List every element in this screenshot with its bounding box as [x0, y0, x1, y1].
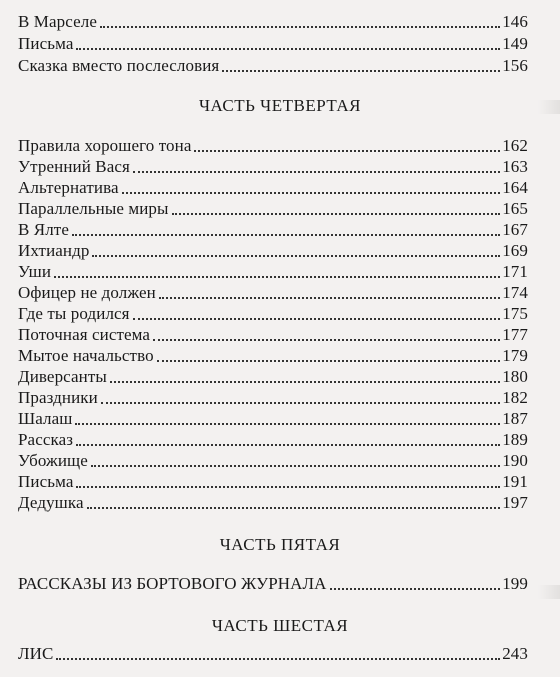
toc-entry-page: 190: [502, 451, 528, 470]
dot-leader: [110, 381, 500, 383]
toc-entry-title: В Марселе: [18, 12, 97, 31]
toc-entry-title: Параллельные миры: [18, 199, 169, 218]
toc-entry: [18, 472, 528, 492]
section-heading-part6: ЧАСТЬ ШЕСТАЯ: [211, 616, 349, 635]
toc-entry: [18, 367, 528, 387]
toc-entry-title: Правила хорошего тона: [18, 136, 192, 155]
toc-entry-page: 163: [502, 157, 528, 176]
toc-entry-page: 165: [502, 199, 528, 218]
dot-leader: [54, 276, 500, 278]
dot-leader: [194, 150, 500, 152]
dot-leader: [101, 402, 500, 404]
section-heading-part4: ЧАСТЬ ЧЕТВЕРТАЯ: [198, 96, 362, 115]
toc-entry: [18, 409, 528, 429]
toc-entry-page: 187: [502, 409, 528, 428]
toc-entry: [18, 56, 528, 76]
toc-entry: [18, 346, 528, 366]
toc-entry-title: Письма: [18, 34, 74, 53]
toc-entry-page: 156: [502, 56, 528, 75]
dot-leader: [153, 339, 500, 341]
toc-entry: [18, 388, 528, 408]
toc-entry: [18, 157, 528, 177]
toc-entry-page: 171: [502, 262, 528, 281]
dot-leader: [222, 70, 500, 72]
toc-entry-page: 146: [502, 12, 528, 31]
toc-entry-title: Где ты родился: [18, 304, 130, 323]
toc-entry-title: Утренний Вася: [18, 157, 130, 176]
toc-entry-title: Поточная система: [18, 325, 151, 344]
dot-leader: [157, 360, 501, 362]
toc-entry-title: Диверсанты: [18, 367, 107, 386]
dot-leader: [330, 588, 501, 590]
dot-leader: [172, 213, 501, 215]
toc-entry-page: 243: [502, 644, 528, 663]
page-edge-shadow: [538, 585, 560, 599]
toc-entry-page: 164: [502, 178, 528, 197]
toc-entry-page: 197: [502, 493, 528, 512]
toc-entry-page: 149: [502, 34, 528, 53]
dot-leader: [100, 26, 500, 28]
section-heading-part5: ЧАСТЬ ПЯТАЯ: [219, 535, 341, 554]
toc-entry-title: Мытое начальство: [18, 346, 154, 365]
page-edge-shadow: [538, 100, 560, 114]
toc-entry-page: 174: [502, 283, 528, 302]
toc-entry-title: Праздники: [18, 388, 98, 407]
toc-entry: [18, 451, 528, 471]
toc-entry: [18, 199, 528, 219]
toc-entry-page: 179: [502, 346, 528, 365]
toc-entry-title: Рассказ: [18, 430, 74, 449]
toc-entry: [18, 325, 528, 345]
toc-entry-title: Ихтиандр: [18, 241, 90, 260]
toc-entry-page: 182: [502, 388, 528, 407]
toc-entry-title: Альтернатива: [18, 178, 119, 197]
toc-entry-title: Уши: [18, 262, 52, 281]
toc-entry-title: Шалаш: [18, 409, 73, 428]
dot-leader: [72, 234, 500, 236]
dot-leader: [133, 318, 501, 320]
toc-entry: [18, 220, 528, 240]
toc-entry-title: ЛИС: [18, 644, 54, 663]
dot-leader: [76, 48, 500, 50]
toc-entry: [18, 493, 528, 513]
toc-entry: [18, 262, 528, 282]
toc-entry-title: Офицер не должен: [18, 283, 156, 302]
toc-entry: [18, 304, 528, 324]
dot-leader: [122, 192, 501, 194]
toc-entry: [18, 644, 528, 664]
toc-entry: [18, 241, 528, 261]
toc-entry: [18, 34, 528, 54]
toc-entry-title: Убожище: [18, 451, 88, 470]
toc-entry-title: В Ялте: [18, 220, 69, 239]
dot-leader: [133, 171, 500, 173]
dot-leader: [75, 423, 500, 425]
toc-entry-title: РАССКАЗЫ ИЗ БОРТОВОГО ЖУРНАЛА: [18, 574, 327, 593]
toc-entry: [18, 136, 528, 156]
dot-leader: [76, 486, 500, 488]
dot-leader: [76, 444, 500, 446]
toc-entry-page: 191: [502, 472, 528, 491]
dot-leader: [56, 658, 500, 660]
toc-entry: [18, 574, 528, 594]
toc-entry-title: Дедушка: [18, 493, 84, 512]
dot-leader: [91, 465, 500, 467]
dot-leader: [87, 507, 501, 509]
toc-entry-title: Письма: [18, 472, 74, 491]
toc-entry: [18, 178, 528, 198]
toc-entry: [18, 12, 528, 32]
toc-entry-page: 162: [502, 136, 528, 155]
dot-leader: [92, 255, 500, 257]
toc-entry-page: 177: [502, 325, 528, 344]
toc-entry: [18, 283, 528, 303]
toc-entry-page: 199: [502, 574, 528, 593]
toc-entry-page: 169: [502, 241, 528, 260]
toc-entry-page: 167: [502, 220, 528, 239]
toc-entry: [18, 430, 528, 450]
dot-leader: [159, 297, 500, 299]
toc-entry-page: 180: [502, 367, 528, 386]
toc-entry-title: Сказка вместо послесловия: [18, 56, 220, 75]
toc-entry-page: 175: [502, 304, 528, 323]
toc-entry-page: 189: [502, 430, 528, 449]
